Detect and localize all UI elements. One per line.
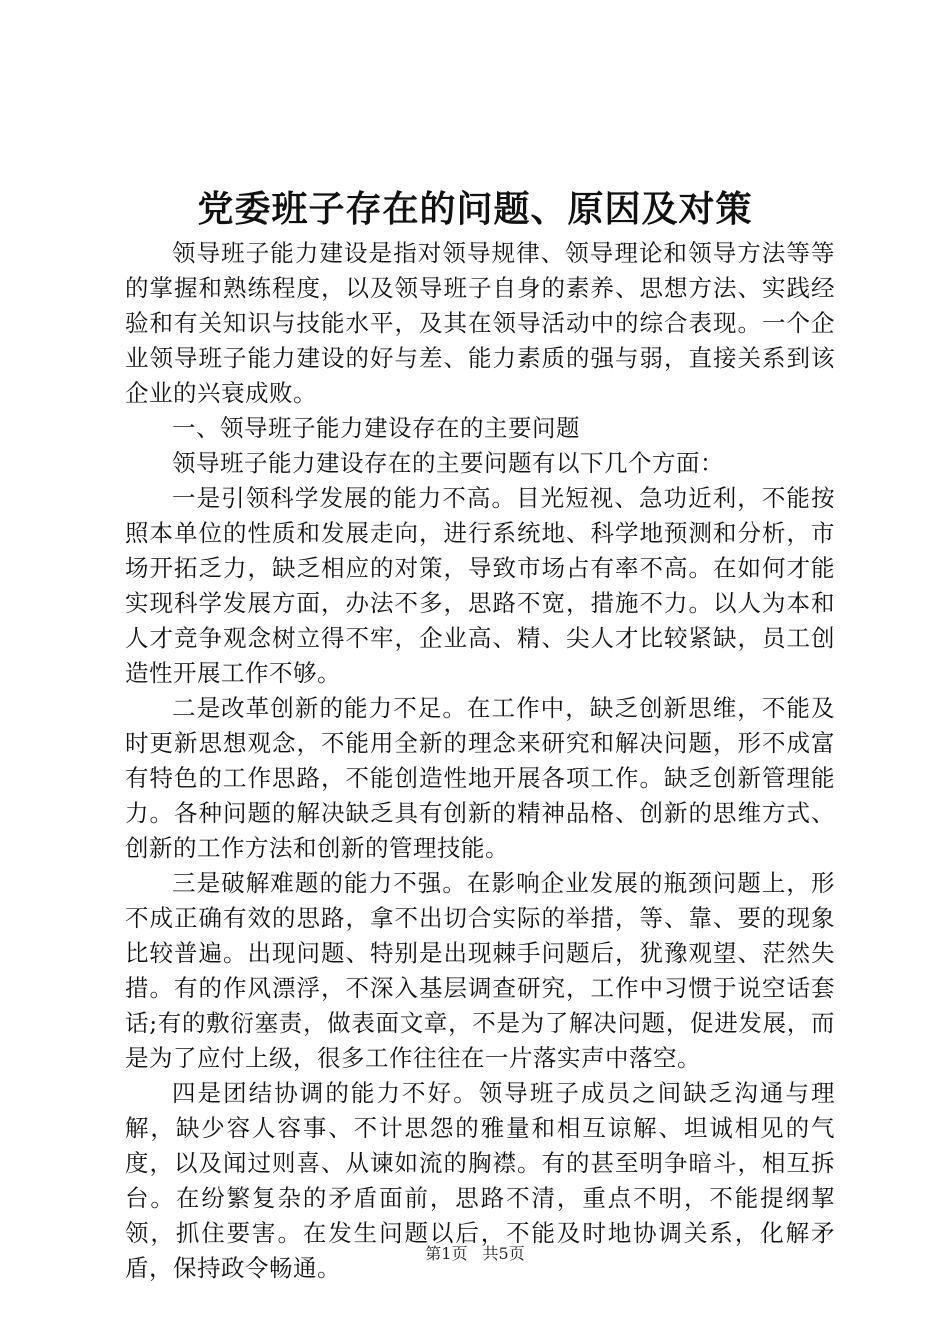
paragraph-point-3: 三是破解难题的能力不强。在影响企业发展的瓶颈问题上，形不成正确有效的思路，拿不出切合实际的举措，等、靠、要的现象比较普遍。出现问题、特别是出现棘手问题后，犹豫观望、茫然失措。有的作风漂浮，不深入基层调查研究，工作中习惯于说空话套话;有的敷衍塞责，做表面文章，不是为了解决问题，促进发展，而是为了应付上级，很多工作往往在一片落实声中落空。 [125, 869, 835, 1072]
paragraph-point-4: 四是团结协调的能力不好。领导班子成员之间缺乏沟通与理解，缺少容人容事、不计思怨的雅量和相互谅解、坦诚相见的气度，以及闻过则喜、从谏如流的胸襟。有的甚至明争暗斗，相互拆台。在纷繁复杂的矛盾面前，思路不清，重点不明，不能提纲挈领，抓住要害。在发生问题以后，不能及时地协调关系，化解矛盾，保持政令畅通。 [125, 1079, 835, 1282]
document-body [125, 236, 835, 1286]
page-footer [0, 1242, 950, 1266]
page-total: 共5页 [482, 1244, 525, 1263]
paragraph-intro: 领导班子能力建设是指对领导规律、领导理论和领导方法等等的掌握和熟练程度，以及领导班子自身的素养、思想方法、实践经验和有关知识与技能水平，及其在领导活动中的综合表现。一个企业领导班子能力建设的好与差、能力素质的强与弱，直接关系到该企业的兴衰成败。 [125, 239, 835, 407]
section-heading: 一、领导班子能力建设存在的主要问题 [172, 414, 580, 442]
document-title: 党委班子存在的问题、原因及对策 [197, 188, 753, 230]
paragraph-point-2: 二是改革创新的能力不足。在工作中，缺乏创新思维，不能及时更新思想观念，不能用全新的理念来研究和解决问题，形不成富有特色的工作思路，不能创造性地开展各项工作。缺乏创新管理能力。各种问题的解决缺乏具有创新的精神品格、创新的思维方式、创新的工作方法和创新的管理技能。 [125, 694, 835, 862]
paragraph-point-1: 一是引领科学发展的能力不高。目光短视、急功近利，不能按照本单位的性质和发展走向，进行系统地、科学地预测和分析，市场开拓乏力，缺乏相应的对策，导致市场占有率不高。在如何才能实现科学发展方面，办法不多，思路不宽，措施不力。以人为本和人才竞争观念树立得不牢，企业高、精、尖人才比较紧缺，员工创造性开展工作不够。 [125, 484, 835, 687]
paragraph-lead: 领导班子能力建设存在的主要问题有以下几个方面： [172, 449, 724, 477]
page-number: 第1页 [425, 1244, 468, 1263]
